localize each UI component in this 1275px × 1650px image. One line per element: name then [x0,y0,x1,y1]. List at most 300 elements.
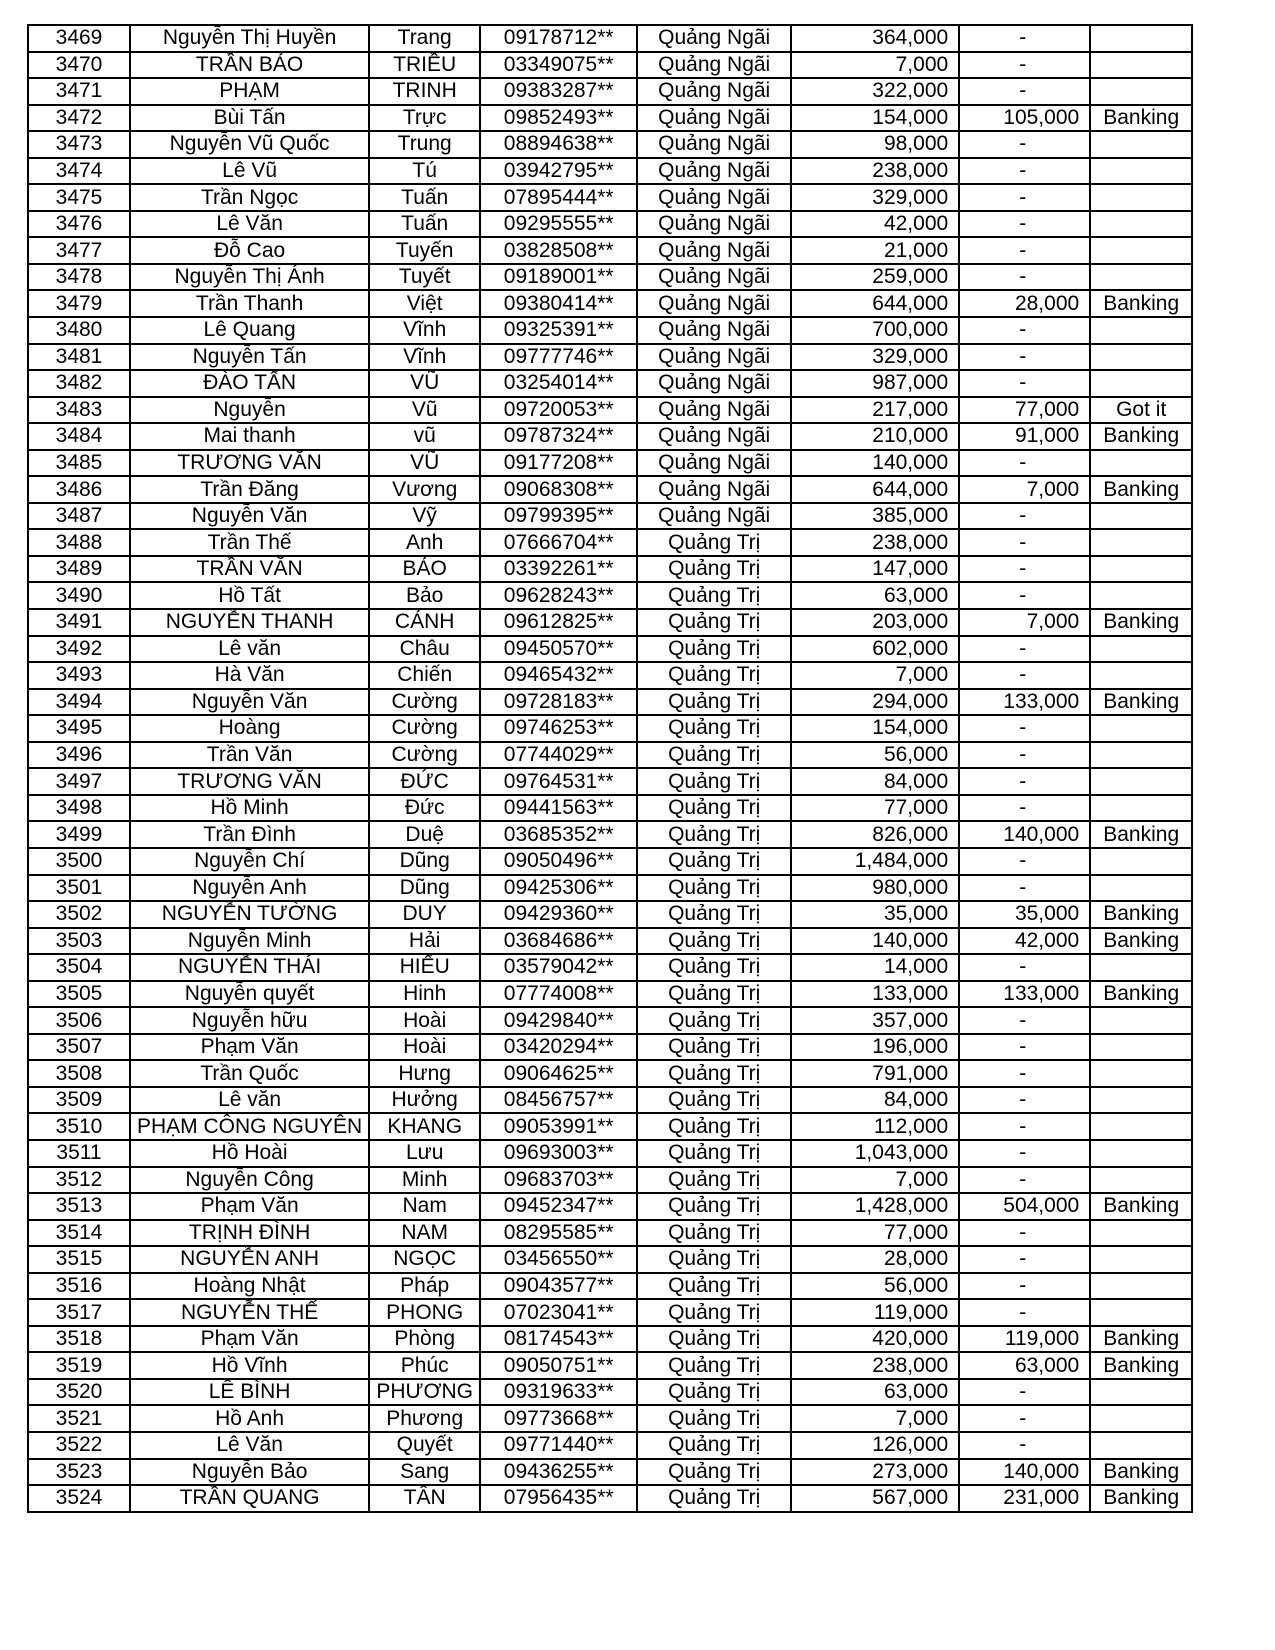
first-name-cell: Pháp [369,1273,480,1300]
phone-cell: 09325391** [480,317,637,344]
last-name-cell: Lê Văn [130,211,369,238]
amount-cell: 238,000 [791,1352,959,1379]
last-name-cell: Hà Văn [130,662,369,689]
row-number-cell: 3501 [28,875,130,902]
payment-method-cell [1090,556,1192,583]
payment-method-cell [1090,184,1192,211]
row-number-cell: 3508 [28,1060,130,1087]
first-name-cell: Vương [369,476,480,503]
table-row [28,1352,1192,1379]
paid-amount-cell: - [959,25,1090,52]
payment-method-cell: Banking [1090,981,1192,1008]
row-number-cell: 3502 [28,901,130,928]
payment-method-cell [1090,954,1192,981]
first-name-cell: TRIỀU [369,52,480,79]
paid-amount-cell: - [959,1007,1090,1034]
last-name-cell: Trần Thế [130,529,369,556]
paid-amount-cell: 7,000 [959,609,1090,636]
phone-cell: 03254014** [480,370,637,397]
first-name-cell: Tuyết [369,264,480,291]
phone-cell: 09773668** [480,1405,637,1432]
phone-cell: 07023041** [480,1299,637,1326]
phone-cell: 09043577** [480,1273,637,1300]
province-cell: Quảng Trị [637,582,791,609]
phone-cell: 09799395** [480,503,637,530]
row-number-cell: 3482 [28,370,130,397]
payment-method-cell [1090,795,1192,822]
table-row [28,211,1192,238]
first-name-cell: Phúc [369,1352,480,1379]
first-name-cell: ĐỨC [369,768,480,795]
row-number-cell: 3485 [28,450,130,477]
row-number-cell: 3469 [28,25,130,52]
row-number-cell: 3514 [28,1220,130,1247]
last-name-cell: Nguyễn hữu [130,1007,369,1034]
province-cell: Quảng Trị [637,1113,791,1140]
amount-cell: 14,000 [791,954,959,981]
table-row [28,397,1192,424]
paid-amount-cell: - [959,582,1090,609]
paid-amount-cell: 133,000 [959,689,1090,716]
row-number-cell: 3478 [28,264,130,291]
last-name-cell: NGUYỄN THANH [130,609,369,636]
phone-cell: 09178712** [480,25,637,52]
payment-method-cell [1090,582,1192,609]
payment-method-cell [1090,344,1192,371]
phone-cell: 03456550** [480,1246,637,1273]
payment-method-cell [1090,715,1192,742]
paid-amount-cell: 7,000 [959,476,1090,503]
table-row [28,1273,1192,1300]
phone-cell: 03579042** [480,954,637,981]
table-row [28,423,1192,450]
table-row [28,1193,1192,1220]
last-name-cell: NGUYỄN THẾ [130,1299,369,1326]
first-name-cell: Vũ [369,397,480,424]
phone-cell: 09050751** [480,1352,637,1379]
table-row [28,158,1192,185]
province-cell: Quảng Trị [637,901,791,928]
amount-cell: 7,000 [791,1167,959,1194]
last-name-cell: TRẦN BẢO [130,52,369,79]
amount-cell: 133,000 [791,981,959,1008]
paid-amount-cell: - [959,636,1090,663]
first-name-cell: Nam [369,1193,480,1220]
paid-amount-cell: - [959,78,1090,105]
province-cell: Quảng Ngãi [637,450,791,477]
paid-amount-cell: 140,000 [959,821,1090,848]
amount-cell: 112,000 [791,1113,959,1140]
amount-cell: 126,000 [791,1432,959,1459]
amount-cell: 238,000 [791,529,959,556]
first-name-cell: vũ [369,423,480,450]
last-name-cell: Trần Đình [130,821,369,848]
province-cell: Quảng Trị [637,821,791,848]
table-row [28,901,1192,928]
payment-method-cell [1090,1379,1192,1406]
first-name-cell: Đức [369,795,480,822]
paid-amount-cell: - [959,450,1090,477]
payment-method-cell [1090,450,1192,477]
first-name-cell: Hoài [369,1007,480,1034]
amount-cell: 84,000 [791,768,959,795]
payment-method-cell: Banking [1090,609,1192,636]
paid-amount-cell: - [959,1220,1090,1247]
amount-cell: 322,000 [791,78,959,105]
payment-method-cell [1090,1273,1192,1300]
amount-cell: 329,000 [791,184,959,211]
row-number-cell: 3511 [28,1140,130,1167]
province-cell: Quảng Ngãi [637,105,791,132]
amount-cell: 154,000 [791,105,959,132]
payment-method-cell [1090,1246,1192,1273]
amount-cell: 826,000 [791,821,959,848]
phone-cell: 09450570** [480,636,637,663]
table-row [28,715,1192,742]
row-number-cell: 3473 [28,131,130,158]
amount-cell: 259,000 [791,264,959,291]
first-name-cell: CẢNH [369,609,480,636]
phone-cell: 09612825** [480,609,637,636]
table-row [28,768,1192,795]
first-name-cell: TRINH [369,78,480,105]
amount-cell: 56,000 [791,1273,959,1300]
row-number-cell: 3503 [28,928,130,955]
first-name-cell: Hoài [369,1034,480,1061]
payment-method-cell [1090,768,1192,795]
payment-method-cell: Banking [1090,821,1192,848]
paid-amount-cell: - [959,556,1090,583]
payment-method-cell [1090,1034,1192,1061]
paid-amount-cell: - [959,158,1090,185]
table-row [28,370,1192,397]
last-name-cell: Nguyễn Chí [130,848,369,875]
last-name-cell: Phạm Văn [130,1326,369,1353]
paid-amount-cell: - [959,529,1090,556]
phone-cell: 07956435** [480,1485,637,1512]
last-name-cell: TRẦN QUANG [130,1485,369,1512]
phone-cell: 08174543** [480,1326,637,1353]
first-name-cell: Cường [369,715,480,742]
amount-cell: 7,000 [791,662,959,689]
province-cell: Quảng Ngãi [637,503,791,530]
phone-cell: 09787324** [480,423,637,450]
first-name-cell: Vĩnh [369,344,480,371]
amount-cell: 7,000 [791,1405,959,1432]
row-number-cell: 3500 [28,848,130,875]
table-row [28,689,1192,716]
province-cell: Quảng Trị [637,1220,791,1247]
row-number-cell: 3477 [28,237,130,264]
row-number-cell: 3512 [28,1167,130,1194]
payment-method-cell: Banking [1090,290,1192,317]
last-name-cell: Nguyễn Anh [130,875,369,902]
last-name-cell: Mai thanh [130,423,369,450]
province-cell: Quảng Trị [637,1459,791,1486]
last-name-cell: Lê Vũ [130,158,369,185]
province-cell: Quảng Trị [637,1299,791,1326]
phone-cell: 09465432** [480,662,637,689]
amount-cell: 196,000 [791,1034,959,1061]
payment-method-cell: Banking [1090,1352,1192,1379]
paid-amount-cell: - [959,237,1090,264]
last-name-cell: Nguyễn Minh [130,928,369,955]
payment-method-cell [1090,1405,1192,1432]
province-cell: Quảng Trị [637,715,791,742]
amount-cell: 28,000 [791,1246,959,1273]
province-cell: Quảng Ngãi [637,370,791,397]
amount-cell: 203,000 [791,609,959,636]
province-cell: Quảng Ngãi [637,52,791,79]
paid-amount-cell: - [959,662,1090,689]
province-cell: Quảng Ngãi [637,344,791,371]
phone-cell: 09728183** [480,689,637,716]
last-name-cell: TRƯƠNG VĂN [130,450,369,477]
first-name-cell: BẢO [369,556,480,583]
table-row [28,1299,1192,1326]
table-body [28,25,1192,1512]
first-name-cell: Hải [369,928,480,955]
province-cell: Quảng Trị [637,1273,791,1300]
phone-cell: 09053991** [480,1113,637,1140]
last-name-cell: Phạm Văn [130,1193,369,1220]
payment-method-cell [1090,1299,1192,1326]
province-cell: Quảng Trị [637,848,791,875]
table-row [28,503,1192,530]
table-row [28,52,1192,79]
table-row [28,821,1192,848]
amount-cell: 140,000 [791,450,959,477]
amount-cell: 1,043,000 [791,1140,959,1167]
table-row [28,609,1192,636]
first-name-cell: Bảo [369,582,480,609]
amount-cell: 273,000 [791,1459,959,1486]
paid-amount-cell: - [959,211,1090,238]
first-name-cell: Tuấn [369,184,480,211]
row-number-cell: 3480 [28,317,130,344]
province-cell: Quảng Trị [637,662,791,689]
first-name-cell: Hinh [369,981,480,1008]
row-number-cell: 3486 [28,476,130,503]
paid-amount-cell: - [959,875,1090,902]
first-name-cell: Anh [369,529,480,556]
phone-cell: 09425306** [480,875,637,902]
phone-cell: 07774008** [480,981,637,1008]
table-row [28,636,1192,663]
phone-cell: 03684686** [480,928,637,955]
paid-amount-cell: - [959,848,1090,875]
province-cell: Quảng Ngãi [637,423,791,450]
payment-method-cell: Banking [1090,105,1192,132]
row-number-cell: 3524 [28,1485,130,1512]
payment-method-cell [1090,1167,1192,1194]
payment-method-cell [1090,131,1192,158]
paid-amount-cell: - [959,1034,1090,1061]
payment-method-cell [1090,1220,1192,1247]
row-number-cell: 3475 [28,184,130,211]
first-name-cell: NGỌC [369,1246,480,1273]
phone-cell: 09720053** [480,397,637,424]
amount-cell: 294,000 [791,689,959,716]
first-name-cell: Vĩnh [369,317,480,344]
first-name-cell: Hưởng [369,1087,480,1114]
first-name-cell: PHƯƠNG [369,1379,480,1406]
province-cell: Quảng Trị [637,1379,791,1406]
payment-method-cell: Banking [1090,1485,1192,1512]
row-number-cell: 3471 [28,78,130,105]
payment-method-cell: Banking [1090,1326,1192,1353]
paid-amount-cell: 42,000 [959,928,1090,955]
row-number-cell: 3504 [28,954,130,981]
amount-cell: 7,000 [791,52,959,79]
last-name-cell: Trần Quốc [130,1060,369,1087]
paid-amount-cell: 105,000 [959,105,1090,132]
first-name-cell: Trực [369,105,480,132]
last-name-cell: NGUYỄN THÁI [130,954,369,981]
row-number-cell: 3483 [28,397,130,424]
paid-amount-cell: 504,000 [959,1193,1090,1220]
province-cell: Quảng Trị [637,1246,791,1273]
province-cell: Quảng Ngãi [637,397,791,424]
amount-cell: 63,000 [791,582,959,609]
phone-cell: 08894638** [480,131,637,158]
row-number-cell: 3495 [28,715,130,742]
data-table [27,24,1193,1513]
last-name-cell: Nguyễn Vũ Quốc [130,131,369,158]
table-row [28,1220,1192,1247]
amount-cell: 791,000 [791,1060,959,1087]
amount-cell: 602,000 [791,636,959,663]
payment-method-cell [1090,1087,1192,1114]
payment-method-cell [1090,1140,1192,1167]
province-cell: Quảng Ngãi [637,131,791,158]
last-name-cell: Đỗ Cao [130,237,369,264]
paid-amount-cell: - [959,1087,1090,1114]
table-row [28,131,1192,158]
table-row [28,1246,1192,1273]
first-name-cell: Duệ [369,821,480,848]
province-cell: Quảng Trị [637,795,791,822]
payment-method-cell [1090,211,1192,238]
phone-cell: 09429840** [480,1007,637,1034]
payment-method-cell [1090,1113,1192,1140]
amount-cell: 42,000 [791,211,959,238]
table-row [28,954,1192,981]
table-row [28,25,1192,52]
paid-amount-cell: - [959,344,1090,371]
last-name-cell: Bùi Tấn [130,105,369,132]
first-name-cell: DUY [369,901,480,928]
row-number-cell: 3497 [28,768,130,795]
amount-cell: 98,000 [791,131,959,158]
province-cell: Quảng Trị [637,1326,791,1353]
last-name-cell: Hoàng [130,715,369,742]
last-name-cell: Lê Văn [130,1432,369,1459]
province-cell: Quảng Trị [637,1140,791,1167]
last-name-cell: ĐÀO TẤN [130,370,369,397]
phone-cell: 09777746** [480,344,637,371]
table-row [28,264,1192,291]
province-cell: Quảng Trị [637,529,791,556]
province-cell: Quảng Ngãi [637,211,791,238]
province-cell: Quảng Ngãi [637,317,791,344]
paid-amount-cell: - [959,1299,1090,1326]
province-cell: Quảng Trị [637,689,791,716]
payment-method-cell [1090,875,1192,902]
phone-cell: 09177208** [480,450,637,477]
paid-amount-cell: - [959,503,1090,530]
payment-method-cell [1090,662,1192,689]
province-cell: Quảng Trị [637,875,791,902]
paid-amount-cell: - [959,768,1090,795]
table-row [28,529,1192,556]
last-name-cell: Nguyễn Tấn [130,344,369,371]
row-number-cell: 3492 [28,636,130,663]
amount-cell: 56,000 [791,742,959,769]
last-name-cell: Nguyễn quyết [130,981,369,1008]
last-name-cell: Nguyễn [130,397,369,424]
phone-cell: 09319633** [480,1379,637,1406]
last-name-cell: TRẦN VĂN [130,556,369,583]
phone-cell: 09441563** [480,795,637,822]
phone-cell: 09683703** [480,1167,637,1194]
phone-cell: 09452347** [480,1193,637,1220]
row-number-cell: 3515 [28,1246,130,1273]
table-row [28,1485,1192,1512]
last-name-cell: Hồ Vĩnh [130,1352,369,1379]
phone-cell: 09383287** [480,78,637,105]
row-number-cell: 3470 [28,52,130,79]
phone-cell: 03942795** [480,158,637,185]
amount-cell: 364,000 [791,25,959,52]
province-cell: Quảng Ngãi [637,78,791,105]
province-cell: Quảng Trị [637,1485,791,1512]
payment-method-cell: Banking [1090,476,1192,503]
table-row [28,662,1192,689]
phone-cell: 09628243** [480,582,637,609]
row-number-cell: 3509 [28,1087,130,1114]
row-number-cell: 3519 [28,1352,130,1379]
amount-cell: 35,000 [791,901,959,928]
table-row [28,582,1192,609]
paid-amount-cell: 77,000 [959,397,1090,424]
table-row [28,1060,1192,1087]
paid-amount-cell: 35,000 [959,901,1090,928]
table-row [28,1007,1192,1034]
last-name-cell: Trần Văn [130,742,369,769]
payment-method-cell [1090,1060,1192,1087]
payment-method-cell: Got it [1090,397,1192,424]
payment-method-cell [1090,78,1192,105]
table-row [28,1034,1192,1061]
paid-amount-cell: 133,000 [959,981,1090,1008]
last-name-cell: Nguyễn Văn [130,503,369,530]
paid-amount-cell: 91,000 [959,423,1090,450]
payment-method-cell [1090,237,1192,264]
amount-cell: 140,000 [791,928,959,955]
phone-cell: 09852493** [480,105,637,132]
last-name-cell: TRƯƠNG VĂN [130,768,369,795]
first-name-cell: Hưng [369,1060,480,1087]
amount-cell: 644,000 [791,290,959,317]
table-row [28,105,1192,132]
phone-cell: 08456757** [480,1087,637,1114]
first-name-cell: Chiến [369,662,480,689]
last-name-cell: Trần Đăng [130,476,369,503]
table-row [28,742,1192,769]
last-name-cell: Lê văn [130,636,369,663]
paid-amount-cell: - [959,1167,1090,1194]
